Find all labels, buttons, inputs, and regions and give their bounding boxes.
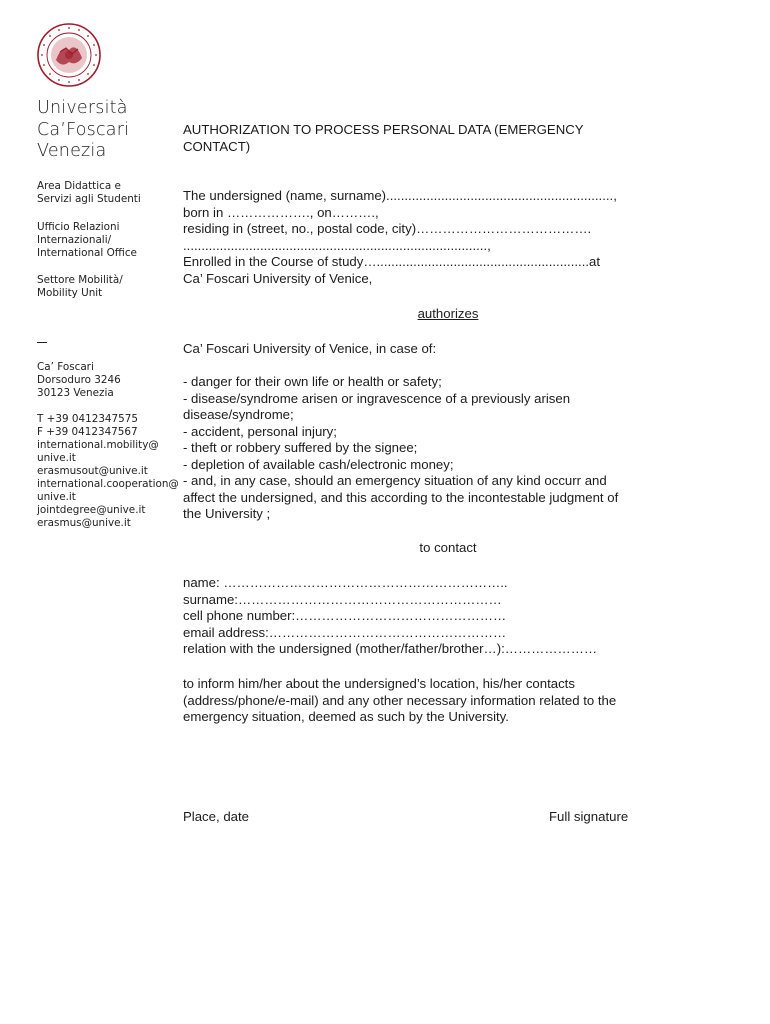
case-intro: Ca’ Foscari University of Venice, in case of: (183, 341, 437, 356)
closing-line: emergency situation, deemed as such by the University. (183, 709, 509, 724)
case-item-cont: disease/syndrome; (183, 407, 294, 422)
university-line: Ca’ Foscari University of Venice, (183, 270, 373, 286)
case-item: - accident, personal injury; (183, 423, 337, 439)
office-line: Internazionali/ (37, 234, 112, 246)
sidebar-office (37, 221, 137, 260)
fax-number: F +39 0412347567 (37, 426, 138, 438)
intro-paragraph (183, 188, 617, 287)
contact-phone-field[interactable]: cell phone number:………………………………………… (183, 608, 507, 623)
email-link[interactable]: jointdegree@unive.it (37, 504, 146, 516)
sidebar-address (37, 361, 121, 400)
contact-fields (183, 575, 597, 658)
address-line: Dorsoduro 3246 (37, 374, 121, 386)
cases-list (183, 374, 618, 523)
department-line: Servizi agli Studenti (37, 193, 141, 205)
birth-line: born in ………………., on………., (183, 204, 379, 220)
office-line: International Office (37, 247, 137, 259)
document-title (183, 121, 703, 155)
authorizes-heading (183, 306, 713, 323)
email-link[interactable]: international.cooperation@ (37, 478, 179, 490)
contact-name-field[interactable]: name: ……………………………………………………….. (183, 575, 508, 590)
contact-relation-field[interactable]: relation with the undersigned (mother/father/brother…):………………… (183, 641, 598, 656)
contact-email-field[interactable]: email address:……………………………………………… (183, 624, 507, 640)
address-line: Ca’ Foscari (37, 361, 94, 373)
closing-line: to inform him/her about the undersigned’s location, his/her contacts (183, 676, 575, 691)
university-name-line: Ca’Foscari (37, 119, 130, 140)
name-surname-line: The undersigned (name, surname).............................................................., (183, 188, 617, 203)
university-name-line: Venezia (37, 141, 107, 161)
department-line: Area Didattica e (37, 180, 121, 192)
email-link[interactable]: unive.it (37, 491, 76, 503)
place-date-field[interactable]: Place, date (183, 809, 249, 824)
sidebar-department (37, 180, 141, 206)
residence-line: residing in (street, no., postal code, city)…………………………………. (183, 221, 592, 236)
address-line: 30123 Venezia (37, 387, 114, 399)
phone-number: T +39 0412347575 (37, 413, 138, 425)
authorizes-text: authorizes (417, 306, 479, 321)
case-item: - disease/syndrome arisen or ingravescence of a previously arisen (183, 390, 571, 406)
university-name-line: Università (37, 98, 128, 118)
signature-field[interactable]: Full signature (549, 809, 629, 824)
unit-line: Mobility Unit (37, 287, 103, 299)
sidebar-contacts (37, 413, 179, 530)
sidebar-divider (37, 342, 47, 343)
closing-paragraph (183, 676, 616, 726)
to-contact-heading: to contact (419, 540, 477, 555)
university-seal-logo (36, 22, 102, 88)
residence-line-cont: ..................................................................................., (183, 237, 491, 253)
email-link[interactable]: international.mobility@ (37, 439, 159, 451)
case-item: - depletion of available cash/electronic money; (183, 456, 454, 472)
email-link[interactable]: unive.it (37, 452, 76, 464)
title-line: AUTHORIZATION TO PROCESS PERSONAL DATA (EMERGENCY (183, 122, 584, 137)
case-item-cont: the University ; (183, 506, 271, 521)
email-link[interactable]: erasmus@unive.it (37, 517, 131, 529)
case-item: - danger for their own life or health or safety; (183, 374, 442, 389)
email-link[interactable]: erasmusout@unive.it (37, 465, 148, 477)
unit-line: Settore Mobilità/ (37, 274, 123, 286)
closing-line: (address/phone/e-mail) and any other necessary information related to the (183, 692, 617, 708)
title-line: CONTACT) (183, 139, 251, 154)
case-item: - and, in any case, should an emergency situation of any kind occurr and (183, 473, 607, 488)
university-name (37, 98, 129, 163)
case-item: - theft or robbery suffered by the signee; (183, 440, 418, 455)
course-line: Enrolled in the Course of study…..........................................................at (183, 254, 601, 269)
contact-surname-field[interactable]: surname:…………………………………………………… (183, 591, 502, 607)
sidebar-unit (37, 274, 123, 300)
office-line: Ufficio Relazioni (37, 221, 120, 233)
case-item-cont: affect the undersigned, and this according to the incontestable judgment of (183, 489, 619, 505)
